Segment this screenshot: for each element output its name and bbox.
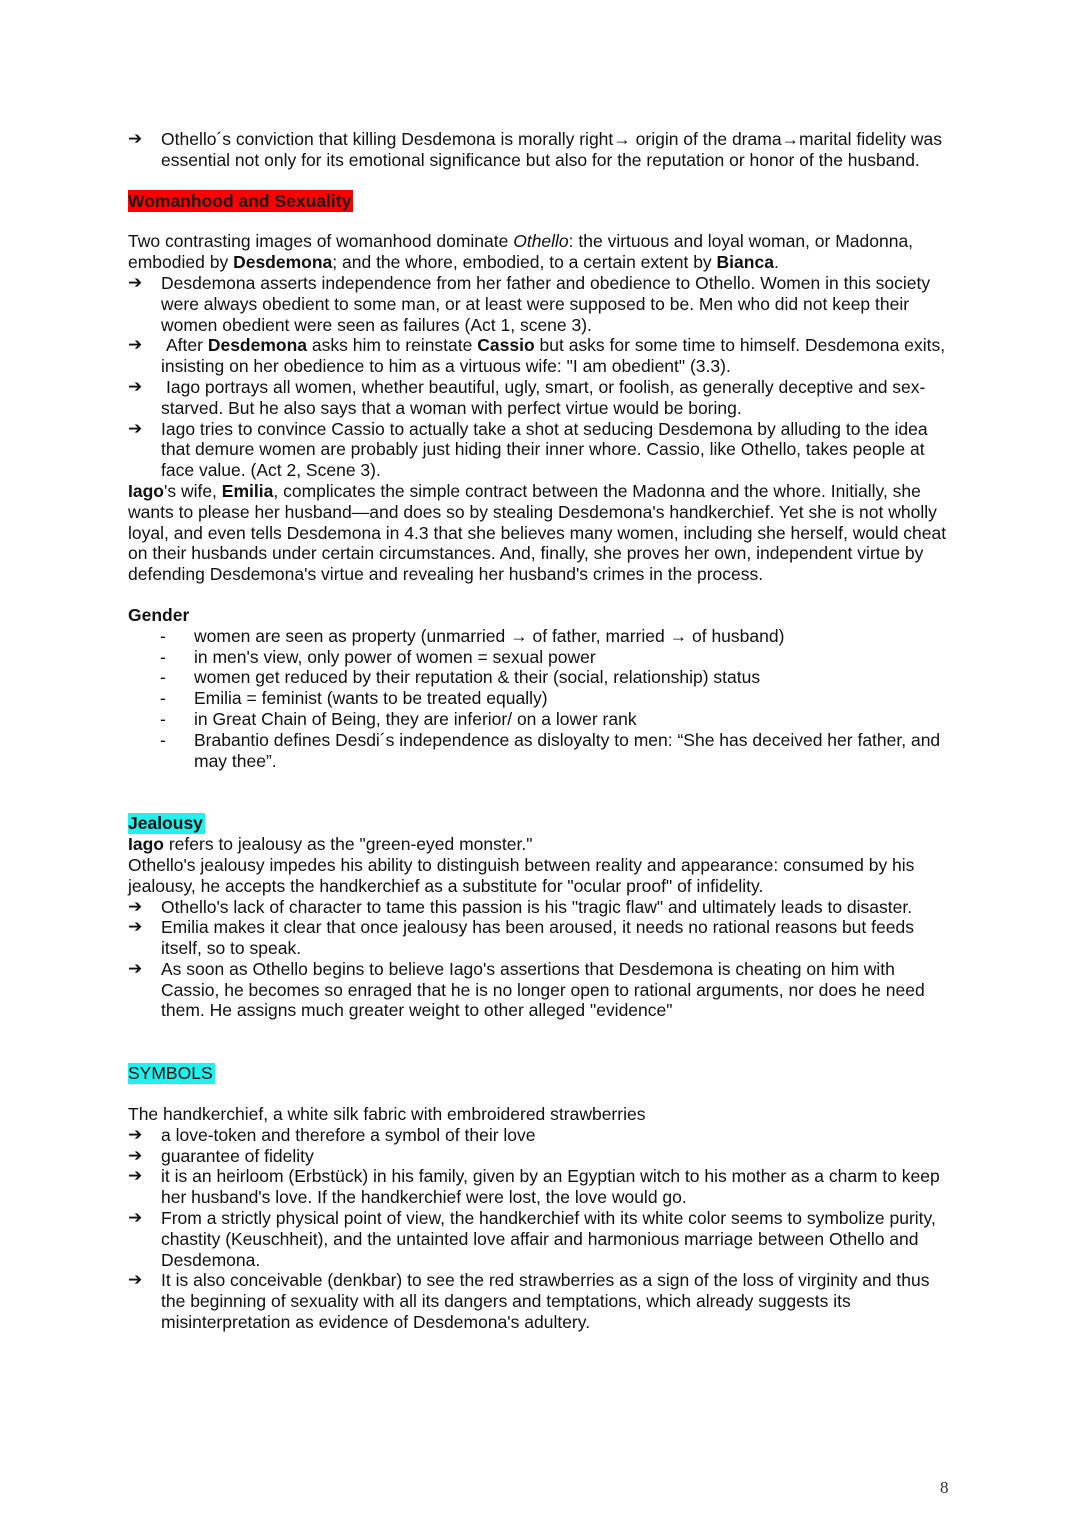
arrow-icon: ➔ xyxy=(128,896,143,917)
symbols-heading: SYMBOLS xyxy=(128,1063,213,1084)
dash-bullet: - xyxy=(160,646,166,667)
symbols-item-text: it is an heirloom (Erbstück) in his family, given by an Egyptian witch to his mother as a charm to keep her husband's love. If the handkerchief were lost, the love would go. xyxy=(161,1166,940,1208)
document-page xyxy=(128,129,958,1333)
arrow-icon: ➔ xyxy=(128,1208,143,1229)
symbols-item xyxy=(128,1125,958,1146)
womanhood-item-text: Iago portrays all women, whether beautiful, ugly, smart, or foolish, as generally deceptive and sex-starved. But he also says that a woman with perfect virtue would be boring. xyxy=(161,376,926,418)
arrow-icon: ➔ xyxy=(128,1166,143,1187)
symbols-heading-line xyxy=(128,1063,958,1084)
jealousy-line1 xyxy=(128,834,958,855)
arrow-icon: ➔ xyxy=(128,418,143,439)
cassio-name: Cassio xyxy=(477,335,535,356)
symbols-item-text: a love-token and therefore a symbol of their love xyxy=(161,1124,536,1145)
womanhood-item-text: After xyxy=(166,335,208,356)
jealousy-line2: Othello's jealousy impedes his ability to distinguish between reality and appearance: consumed by his jealousy, he accepts the handkerchief as a substitute for "ocular proof" of infidelity. xyxy=(128,854,915,896)
womanhood-intro-part: . xyxy=(773,252,779,273)
gender-item-text: in men's view, only power of women = sexual power xyxy=(194,646,596,667)
jealousy-item-text: Emilia makes it clear that once jealousy has been aroused, it needs no rational reasons but feeds itself, so to speak. xyxy=(161,917,914,959)
dash-bullet: - xyxy=(160,625,166,646)
womanhood-item xyxy=(128,419,958,481)
bianca-name: Bianca xyxy=(716,252,774,273)
gender-heading: Gender xyxy=(128,604,190,625)
womanhood-item-text: Desdemona asserts independence from her father and obedience to Othello. Women in this society were always obedient to some man, or at least were supposed to be. Men who did not keep their women obedient were seen as failures (Act 1, scene 3). xyxy=(161,272,931,335)
dash-bullet: - xyxy=(160,708,166,729)
symbols-item-text: guarantee of fidelity xyxy=(161,1145,314,1166)
jealousy-item xyxy=(128,959,958,1021)
jealousy-item xyxy=(128,897,958,918)
dash-bullet: - xyxy=(160,688,166,709)
womanhood-heading: Womanhood and Sexuality xyxy=(128,190,352,211)
jealousy-item xyxy=(128,917,958,959)
iago-name: Iago xyxy=(128,480,164,501)
womanhood-item xyxy=(128,335,958,377)
jealousy-heading-line xyxy=(128,813,958,834)
symbols-item-text: It is also conceivable (denkbar) to see the red strawberries as a sign of the loss of virginity and thus the beginning of sexuality with all its dangers and temptations, which already suggests its misinterpretation as evidence of Desdemona's adultery. xyxy=(161,1270,930,1333)
womanhood-intro-part: Two contrasting images of womanhood dominate xyxy=(128,231,514,252)
arrow-icon: ➔ xyxy=(128,917,143,938)
list-item xyxy=(128,626,958,647)
intro-arrow-item xyxy=(128,129,958,171)
page-number: 8 xyxy=(940,1478,949,1497)
womanhood-item xyxy=(128,377,958,419)
womanhood-intro xyxy=(128,231,958,273)
arrow-icon: ➔ xyxy=(128,1145,143,1166)
emilia-paragraph xyxy=(128,481,958,585)
jealousy-heading: Jealousy xyxy=(128,813,203,834)
intro-item-text: Othello´s conviction that killing Desdemona is morally right→ origin of the drama→marital fidelity was essential not only for its emotional significance but also for the reputation or honor of the husband. xyxy=(161,129,943,170)
arrow-icon: ➔ xyxy=(128,376,143,397)
gender-item-text: Brabantio defines Desdi´s independence as disloyalty to men: “She has deceived her father, and may thee”. xyxy=(194,729,941,771)
arrow-icon: ➔ xyxy=(128,1124,143,1145)
gender-list xyxy=(128,626,958,772)
womanhood-item-text: Iago tries to convince Cassio to actually take a shot at seducing Desdemona by alluding to the idea that demure women are probably just hiding their inner whore. Cassio, like Othello, takes people at face value. (Act 2, Scene 3). xyxy=(161,418,928,481)
symbols-item-text: From a strictly physical point of view, the handkerchief with its white color seems to symbolize purity, chastity (Keuschheit), and the untainted love affair and harmonious marriage between Othello and Desdemona. xyxy=(161,1208,936,1270)
womanhood-heading-line xyxy=(128,191,958,212)
list-item xyxy=(128,667,958,688)
list-item xyxy=(128,647,958,668)
emilia-paragraph-part: , complicates the simple contract between the Madonna and the whore. Initially, she wants to please her husband—and does so by stealing Desdemona's handkerchief. Yet she is not wholly loyal, and even tells Desdemona in 4.3 that she believes many women, including she herself, would cheat on their husbands under certain circumstances. And, finally, she proves her own, independent virtue by defending Desdemona's virtue and revealing her husband's crimes in the process. xyxy=(128,480,947,585)
womanhood-intro-part: ; and the whore, embodied, to a certain extent by xyxy=(332,252,717,273)
iago-name: Iago xyxy=(128,834,164,855)
list-item xyxy=(128,688,958,709)
arrow-icon: ➔ xyxy=(128,129,143,149)
gender-item-text: women get reduced by their reputation & their (social, relationship) status xyxy=(194,667,761,688)
arrow-icon: ➔ xyxy=(128,1270,143,1291)
jealousy-item-text: Othello's lack of character to tame this passion is his "tragic flaw" and ultimately leads to disaster. xyxy=(161,896,913,917)
womanhood-intro-part: : the virtuous and loyal woman, or Madonna, embodied by xyxy=(128,231,914,273)
symbols-item xyxy=(128,1270,958,1332)
dash-bullet: - xyxy=(160,667,166,688)
jealousy-line1-text: refers to jealousy as the "green-eyed monster." xyxy=(163,834,533,855)
symbols-item xyxy=(128,1166,958,1208)
symbols-item xyxy=(128,1208,958,1270)
list-item xyxy=(128,709,958,730)
symbols-item xyxy=(128,1146,958,1167)
arrow-icon: ➔ xyxy=(128,272,143,293)
desdemona-name: Desdemona xyxy=(233,252,333,273)
womanhood-item-text: but asks for some time to himself. Desdemona exits, insisting on her obedience to him as a virtuous wife: "I am obedient" (3.3). xyxy=(161,335,946,377)
emilia-paragraph-part: 's wife, xyxy=(163,480,222,501)
emilia-name: Emilia xyxy=(221,480,274,501)
arrow-icon: ➔ xyxy=(128,335,143,356)
list-item xyxy=(128,730,958,772)
gender-item-text: women are seen as property (unmarried → of father, married → of husband) xyxy=(194,625,785,646)
womanhood-item xyxy=(128,273,958,335)
gender-item-text: in Great Chain of Being, they are inferior/ on a lower rank xyxy=(194,708,637,729)
jealousy-item-text: As soon as Othello begins to believe Iago's assertions that Desdemona is cheating on him with Cassio, he becomes so enraged that he is no longer open to rational arguments, nor does he need them. He assigns much greater weight to other alleged "evidence" xyxy=(161,958,925,1021)
othello-title: Othello xyxy=(513,231,569,252)
desdemona-name: Desdemona xyxy=(207,335,308,356)
arrow-icon: ➔ xyxy=(128,958,143,979)
gender-item-text: Emilia = feminist (wants to be treated equally) xyxy=(194,688,548,709)
womanhood-item-text: asks him to reinstate xyxy=(307,335,478,356)
symbols-intro: The handkerchief, a white silk fabric with embroidered strawberries xyxy=(128,1104,646,1125)
dash-bullet: - xyxy=(160,729,166,750)
